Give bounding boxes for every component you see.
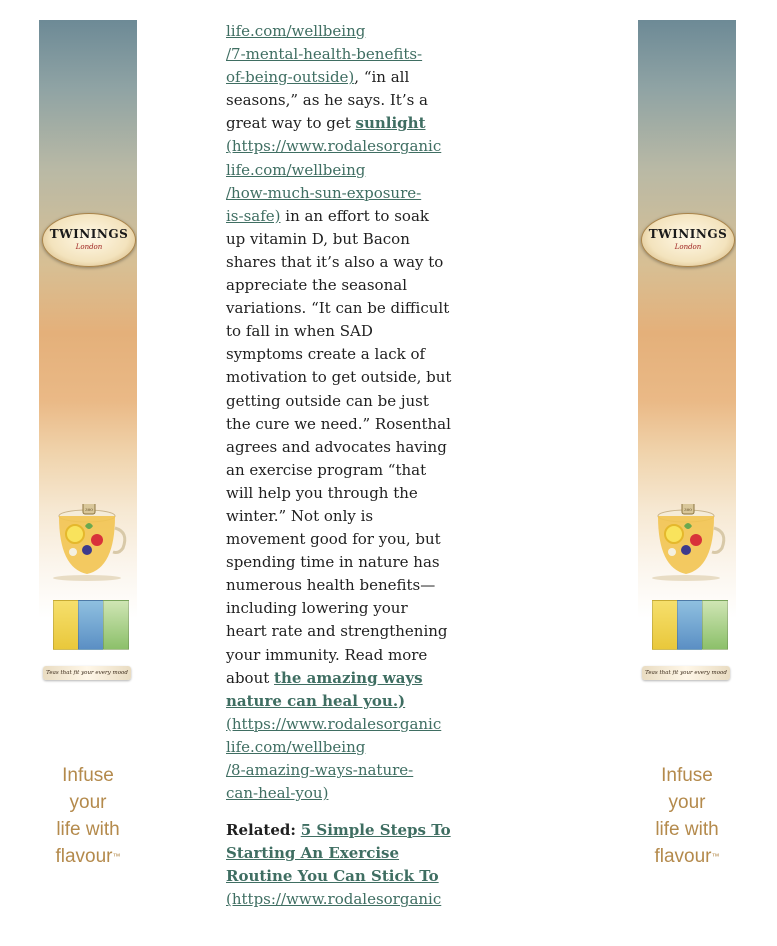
logo-city: London <box>674 243 702 251</box>
article-paragraph <box>226 20 452 805</box>
article-text: , “in all seasons,” as he says. It’s a great way to get <box>226 68 429 133</box>
trademark: ™ <box>112 852 121 861</box>
logo-brand: TWININGS <box>648 227 728 241</box>
twinings-logo <box>42 213 136 267</box>
tea-boxes-image <box>650 600 728 650</box>
related-paragraph <box>226 819 452 911</box>
related-label: Related: <box>226 821 296 840</box>
tea-tag-count: 300 <box>85 507 93 512</box>
link-url-mental-health-benefits[interactable]: life.com/wellbeing /7-mental-health-benefits- of-being-outside) <box>226 22 423 87</box>
link-nature-heal[interactable]: the amazing ways nature can heal you.) <box>226 668 423 710</box>
article-text: in an effort to soak up vitamin D, but Bacon shares that it’s also a way to appreciate the seasonal variations. “It can be difficult to fall in when SAD symptoms create a lack of motivation to get outside, but getting outside can be just the cure we need.” Rosenthal agrees and advocates having an exercise program “that will help you through the winter.” Not only is movement good for you, but spending time in nature has numerous health benefits—including lowering your heart rate and strengthening your immunity. Read more about <box>226 206 452 687</box>
slogan-line: Infuse <box>62 765 114 786</box>
link-exercise-routine[interactable]: 5 Simple Steps To Starting An Exercise Routine You Can Stick To <box>226 821 451 886</box>
logo-city: London <box>75 243 103 251</box>
link-url-nature-heal[interactable]: (https://www.rodalesorganic life.com/wellbeing /8-amazing-ways-nature- can-heal-you) <box>226 714 442 803</box>
slogan-line: life with <box>655 819 719 840</box>
trademark: ™ <box>711 852 720 861</box>
article-body <box>226 20 452 912</box>
logo-brand: TWININGS <box>49 227 129 241</box>
ad-tagline: Teas that fit your every mood <box>43 666 131 680</box>
link-url-exercise-routine[interactable]: (https://www.rodalesorganic <box>226 890 442 909</box>
link-sunlight[interactable]: sunlight <box>355 114 426 133</box>
left-banner-ad[interactable] <box>39 20 137 700</box>
ad-tagline: Teas that fit your every mood <box>642 666 730 680</box>
ad-slogan[interactable] <box>638 762 736 870</box>
tea-boxes-image <box>51 600 129 650</box>
right-banner-ad[interactable] <box>638 20 736 700</box>
ad-slogan[interactable] <box>39 762 137 870</box>
slogan-line: flavour™ <box>55 846 121 867</box>
slogan-line: flavour™ <box>654 846 720 867</box>
slogan-line: life with <box>56 819 120 840</box>
slogan-line: your <box>69 792 107 813</box>
twinings-logo <box>641 213 735 267</box>
link-url-sun-exposure[interactable]: (https://www.rodalesorganic life.com/wellbeing /how-much-sun-exposure- is-safe) <box>226 137 442 225</box>
tea-cup-image <box>644 504 728 582</box>
slogan-line: your <box>668 792 706 813</box>
tea-cup-image <box>45 504 129 582</box>
tea-tag-count: 300 <box>684 507 692 512</box>
slogan-line: Infuse <box>661 765 713 786</box>
